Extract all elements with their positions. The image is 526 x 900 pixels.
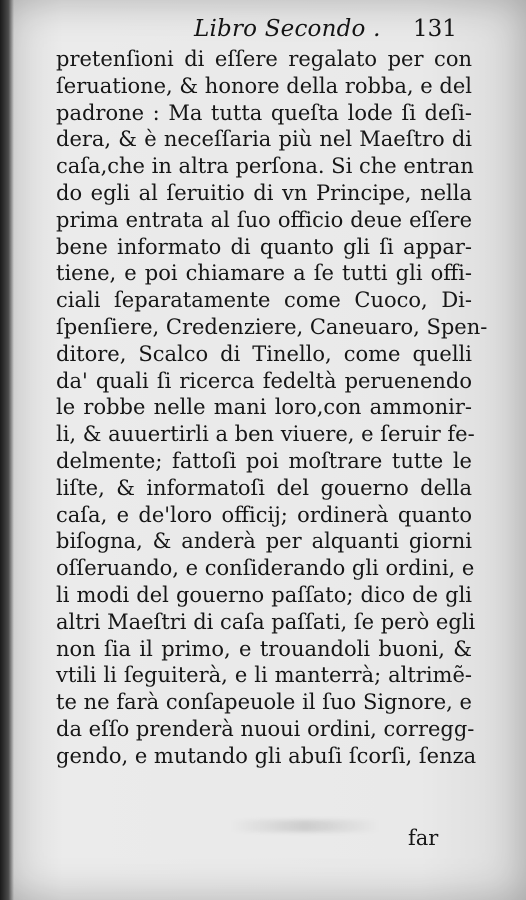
text-line: da' quali ſi ricerca fedeltà peruenendo [56,368,472,393]
text-line: ſeruatione, & honore della robba, e del [56,73,472,98]
page-header [0,16,526,50]
text-line: da eſſo prenderà nuoui ordini, corregg- [56,716,475,741]
text-line: le robbe nelle mani loro,con ammonir- [56,395,472,420]
text-line: gendo, e mutando gli abuſi ſcorſi, ſenza [56,743,477,768]
page-number: 131 [413,16,457,42]
text-line: liſte, & informatoſi del gouerno della [56,475,472,500]
book-spine-shadow [0,0,14,900]
running-head: Libro Secondo . [194,16,381,42]
text-line: padrone : Ma tutta queſta lode ſi deſi- [56,100,472,125]
text-line: pretenſioni di eſſere regalato per con [56,47,472,71]
text-line: dera, & è neceſſaria più nel Maeſtro di [56,127,472,152]
text-line: li, & auuertirli a ben viuere, e ſeruir fe- [56,422,475,447]
text-line: altri Maeſtri di caſa paſſati, ſe però egli [56,609,476,634]
text-line: tiene, e poi chiamare a ſe tutti gli offi- [56,261,472,286]
text-line: ciali ſeparatamente come Cuoco, Di- [56,288,472,313]
text-line: non ſia il primo, e trouandoli buoni, & [56,636,472,661]
bleed-through-mark [230,820,380,832]
text-line: prima entrata al ſuo officio deue eſſere [56,207,472,232]
catchword: far [408,826,439,850]
text-line: li modi del gouerno paſſato; dico de gli [56,582,472,607]
text-line: te ne farà conſapeuole il ſuo Signore, e [56,690,472,715]
text-line: ſpenſiere, Credenziere, Caneuaro, Spen- [56,314,488,339]
text-line: oſſeruando, e conſiderando gli ordini, e [56,556,475,581]
text-line: bene informato di quanto gli ſi appar- [56,234,472,259]
text-line: biſogna, & anderà per alquanti giorni [56,529,472,554]
text-line: ditore, Scalco di Tinello, come quelli [56,341,472,366]
text-line: delmente; fattoſi poi moſtrare tutte le [56,448,472,473]
body-text [56,46,488,770]
text-line: caſa, e de'loro officij; ordinerà quanto [56,502,472,527]
text-line: vtili li ſeguiterà, e li manterrà; altrimẽ- [56,663,472,688]
text-line: do egli al ſeruitio di vn Principe, nella [56,180,472,205]
text-line: caſa,che in altra perſona. Si che entran [56,154,474,179]
